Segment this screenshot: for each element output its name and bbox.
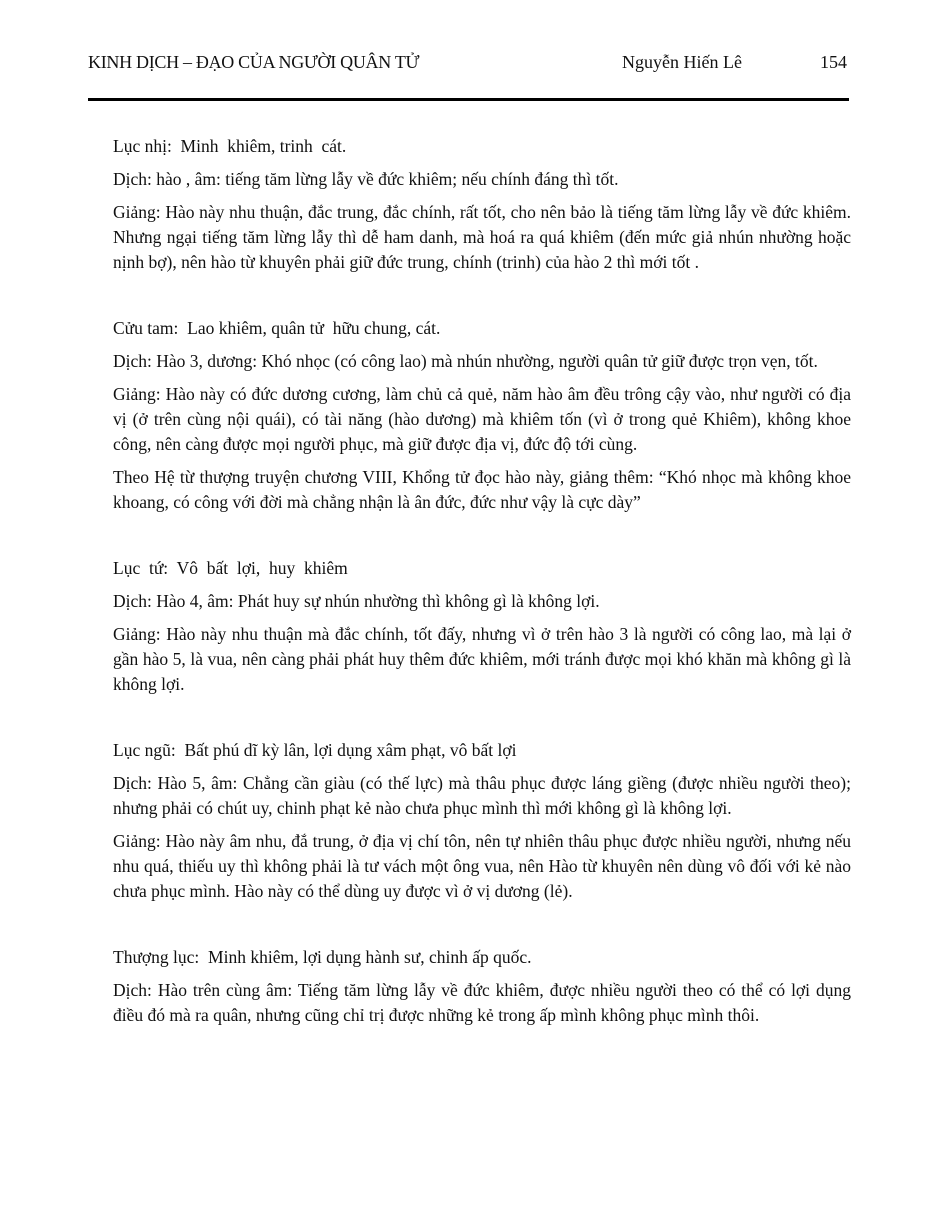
header-rule (88, 98, 849, 101)
paragraph-giang: Giảng: Hào này âm nhu, đắ trung, ở địa vị chí tôn, nên tự nhiên thâu phục được nhiều người, nhưng nếu nhu quá, thiếu uy thì không phải là tư vách một ông vua, nên Hào từ khuyên nên dùng vô đối với kẻ nào chưa phục mình. Hào này có thể dùng uy được vì ở vị dương (lẻ). (113, 831, 851, 901)
section-thuong-luc (113, 945, 851, 1028)
author-name: Nguyễn Hiến Lê (622, 52, 742, 72)
paragraph-giang: Giảng: Hào này có đức dương cương, làm chủ cả quẻ, năm hào âm đều trông cậy vào, như người có địa vị (ở trên cùng nội quái), có tài năng (hào dương) mà khiêm tốn (vì ở trong quẻ Khiêm), không khoe công, nên càng được mọi người phục, mà giữ được địa vị, đức độ tới cùng. (113, 384, 851, 454)
paragraph-dich: Dịch: Hào 5, âm: Chẳng cần giàu (có thế lực) mà thâu phục được láng giềng (được nhiều người theo); nhưng phải có chút uy, chinh phạt kẻ nào chưa phục mình thì mới không gì là không lợi. (113, 773, 851, 818)
page-number: 154 (820, 52, 847, 72)
hexagram-line-heading: Lục tứ: Vô bất lợi, huy khiêm (113, 558, 348, 578)
paragraph-he-tu: Theo Hệ từ thượng truyện chương VIII, Khổng tử đọc hào này, giảng thêm: “Khó nhọc mà không khoe khoang, có công với đời mà chẳng nhận là ân đức, đức như vậy là cực dày” (113, 467, 851, 512)
hexagram-line-heading: Cửu tam: Lao khiêm, quân tử hữu chung, cát. (113, 318, 441, 338)
section-luc-ngu (113, 738, 851, 904)
section-cuu-tam (113, 316, 851, 515)
hexagram-line-heading: Thượng lục: Minh khiêm, lợi dụng hành sư, chinh ấp quốc. (113, 947, 532, 967)
paragraph-dich: Dịch: Hào trên cùng âm: Tiếng tăm lừng lẫy về đức khiêm, được nhiều người theo có thể có lợi dụng điều đó mà ra quân, nhưng cũng chỉ trị được những kẻ trong ấp mình không phục mình thôi. (113, 980, 851, 1025)
page-header (88, 52, 849, 73)
section-luc-nhi (113, 134, 851, 275)
paragraph-giang: Giảng: Hào này nhu thuận mà đắc chính, tốt đấy, nhưng vì ở trên hào 3 là người có công lao, mà lại ở gần hào 5, là vua, nên càng phải phát huy thêm đức khiêm, mới tránh được mọi khó khăn mà không gì là không lợi. (113, 624, 851, 694)
hexagram-line-heading: Lục nhị: Minh khiêm, trinh cát. (113, 136, 347, 156)
section-luc-tu (113, 556, 851, 697)
paragraph-dich: Dịch: hào , âm: tiếng tăm lừng lẫy về đức khiêm; nếu chính đáng thì tốt. (113, 169, 619, 189)
page-content (113, 134, 851, 1036)
paragraph-dich: Dịch: Hào 4, âm: Phát huy sự nhún nhường thì không gì là không lợi. (113, 591, 600, 611)
hexagram-line-heading: Lục ngũ: Bất phú dĩ kỳ lân, lợi dụng xâm phạt, vô bất lợi (113, 740, 517, 760)
paragraph-dich: Dịch: Hào 3, dương: Khó nhọc (có công lao) mà nhún nhường, người quân tử giữ được trọn vẹn, tốt. (113, 351, 818, 371)
paragraph-giang: Giảng: Hào này nhu thuận, đắc trung, đắc chính, rất tốt, cho nên bảo là tiếng tăm lừng lẫy về đức khiêm. Nhưng ngại tiếng tăm lừng lẫy thì dễ ham danh, mà hoá ra quá khiêm (đến mức giả nhún nhường hoặc nịnh bợ), nên hào từ khuyên phải giữ đức trung, chính (trinh) của hào 2 thì mới tốt . (113, 202, 851, 272)
book-title: KINH DỊCH – ĐẠO CỦA NGƯỜI QUÂN TỬ (88, 52, 420, 72)
